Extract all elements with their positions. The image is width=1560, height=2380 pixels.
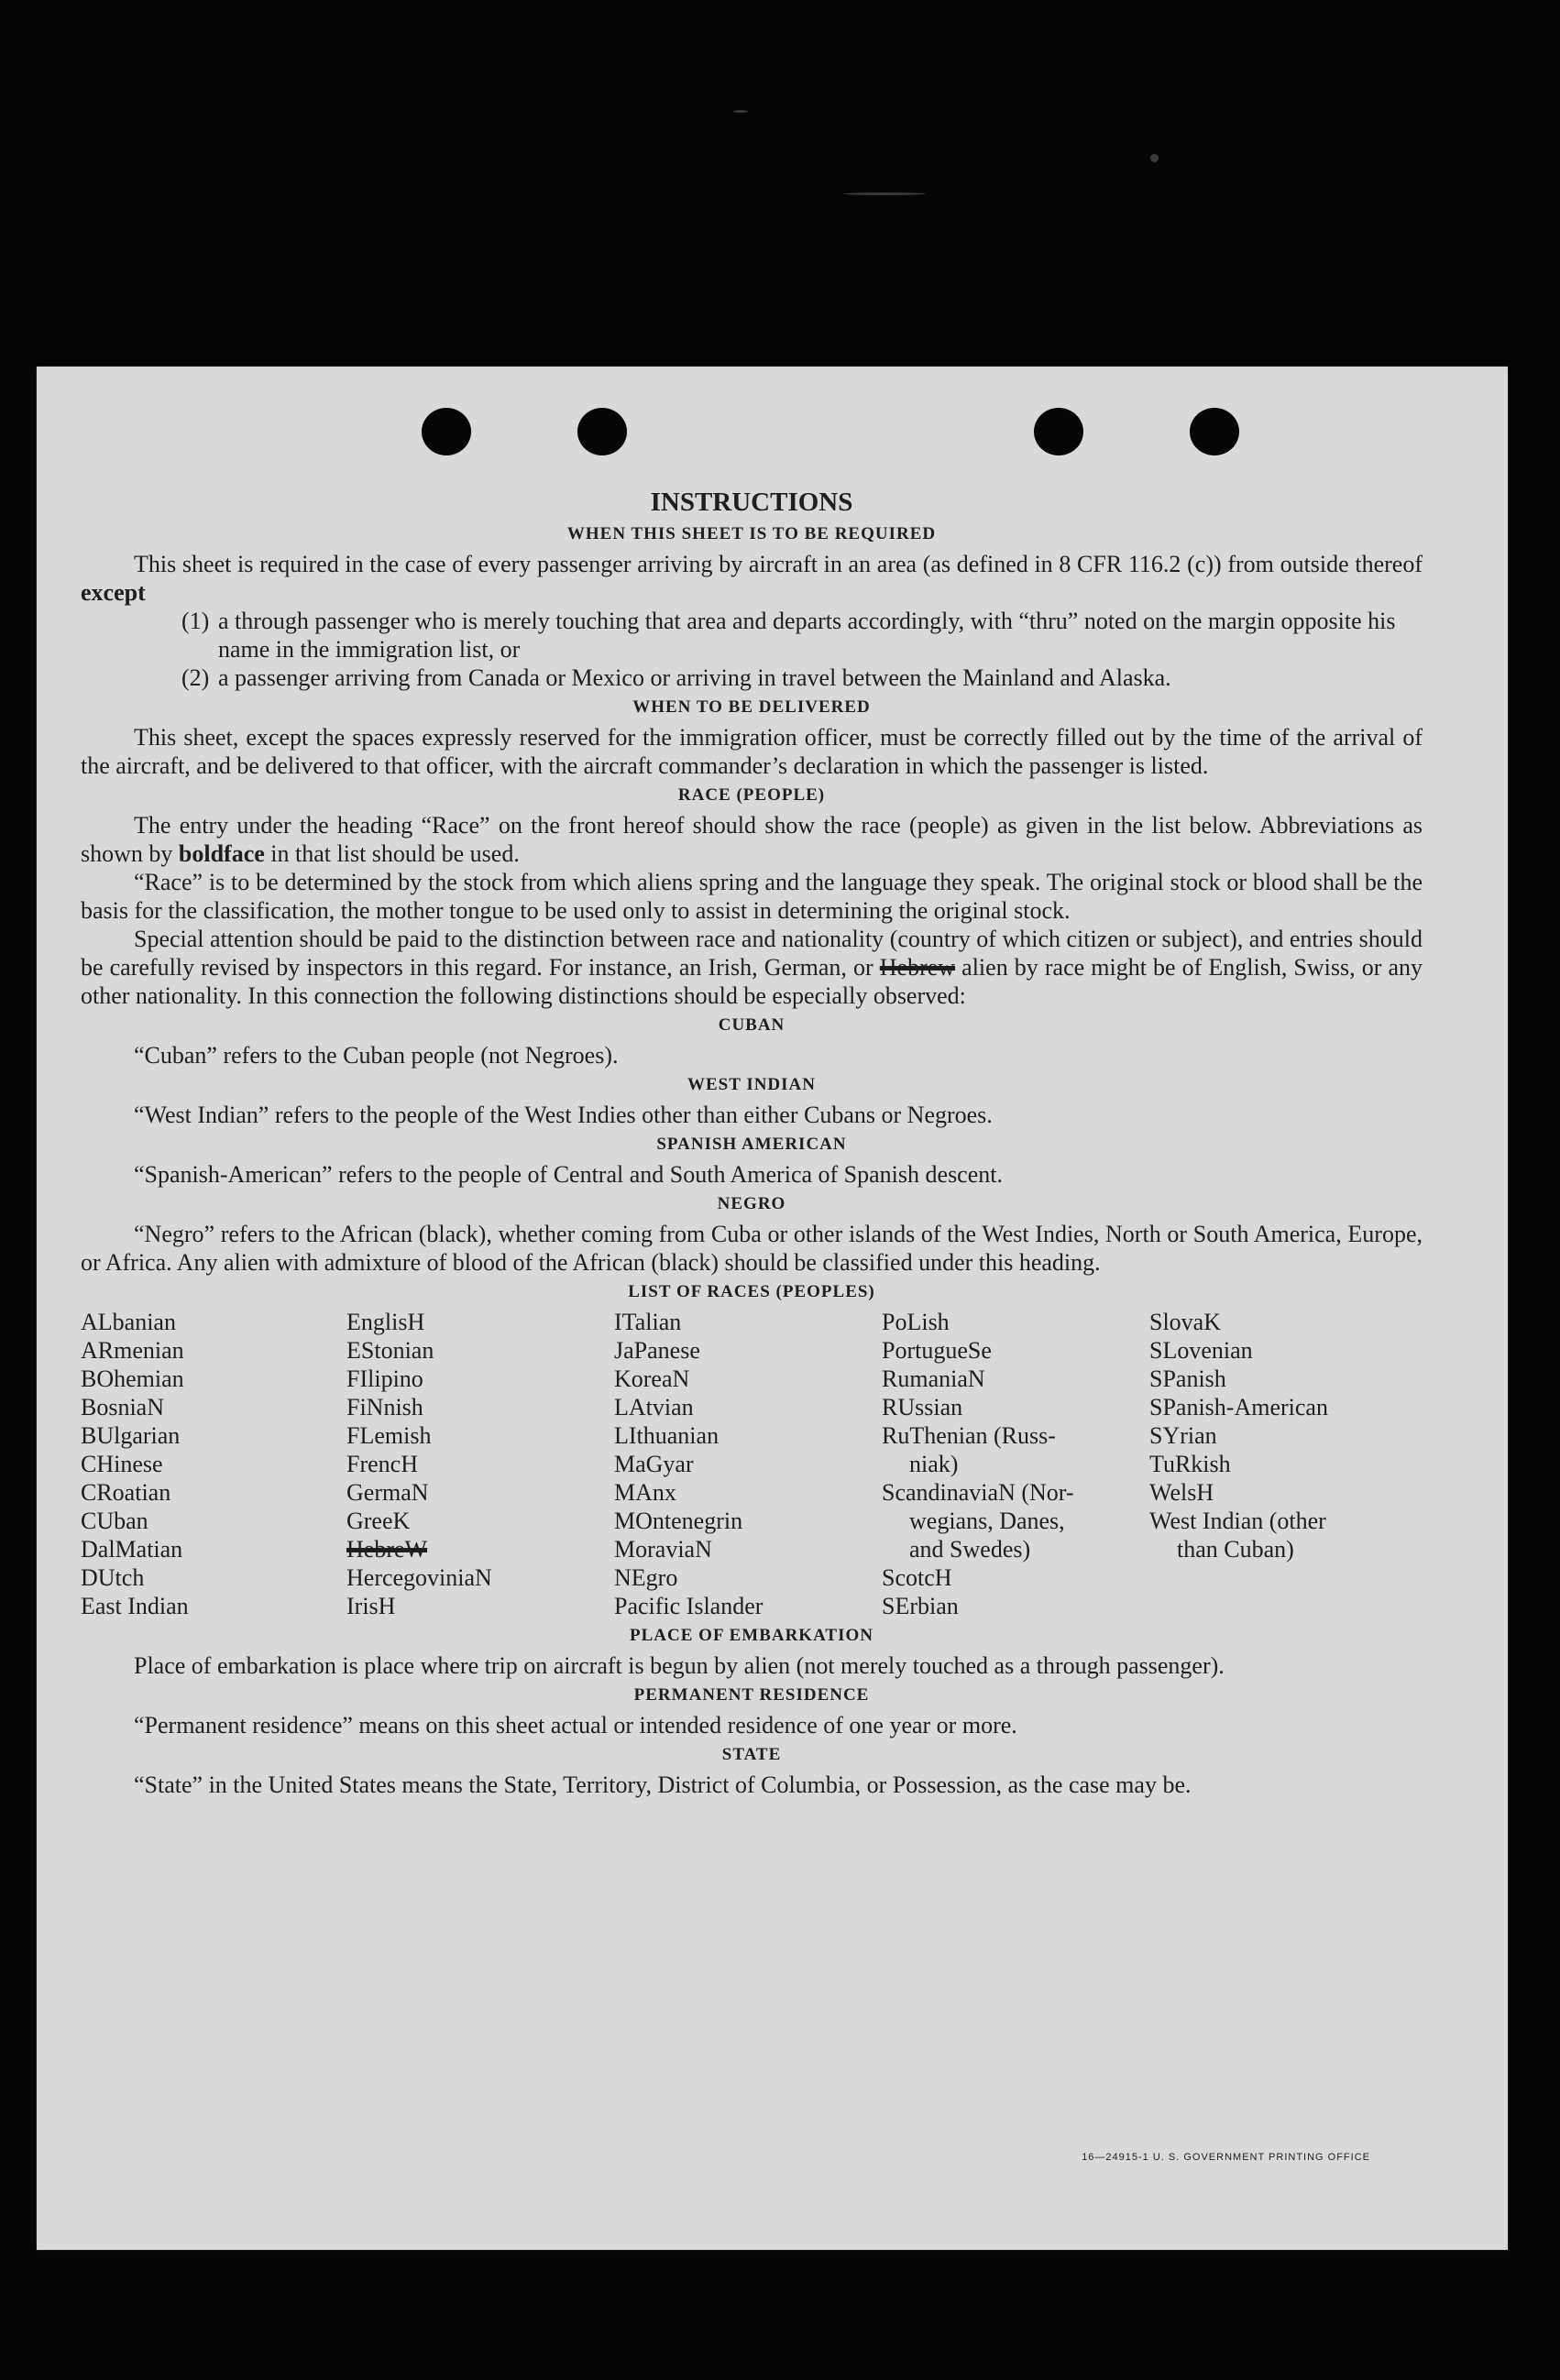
races-column	[1149, 1308, 1424, 1620]
document-body	[81, 486, 1423, 1799]
race-entry: TuRkish	[1149, 1451, 1231, 1477]
race-entry: DUtch	[81, 1564, 145, 1591]
race-entry: MAnx	[614, 1479, 676, 1506]
scan-speck	[843, 192, 926, 195]
punch-hole	[422, 408, 471, 455]
race-entry: WelsH	[1149, 1479, 1214, 1506]
races-column	[346, 1308, 614, 1620]
races-column	[614, 1308, 882, 1620]
section-heading-embarkation: PLACE OF EMBARKATION	[630, 1626, 873, 1645]
race-entry: SPanish-American	[1149, 1394, 1328, 1420]
scan-speck	[1150, 154, 1159, 162]
section-heading-west-indian: WEST INDIAN	[687, 1075, 816, 1094]
race-entry: MoraviaN	[614, 1536, 712, 1563]
race-entry: FiNnish	[346, 1394, 423, 1420]
form-code: 16—24915-1 U. S. GOVERNMENT PRINTING OFFICE	[1082, 2152, 1370, 2163]
races-column	[81, 1308, 346, 1620]
race-paragraph-3: Special attention should be paid to the distinction between race and nationality (country of which citizen or subject), and entries should be carefully revised by inspectors in this regard. For instance, an Irish, German, or Hebrew alien by race might be of English, Swiss, or any other nationality. In this connection the following distinctions should be especially observed:	[81, 926, 1423, 1009]
spanish-american-text: “Spanish-American” refers to the people of Central and South America of Spanish descent.	[134, 1161, 1003, 1188]
section-heading-list-of-races: LIST OF RACES (PEOPLES)	[628, 1282, 875, 1301]
punch-hole	[577, 408, 627, 455]
race-entry: ALbanian	[81, 1309, 176, 1335]
race-entry: HercegoviniaN	[346, 1564, 492, 1591]
race-entry: PoLish	[882, 1309, 950, 1335]
exception-item-1: (1) a through passenger who is merely touching that area and departs accordingly, with “thru” noted on the margin opposite his name in the immigration list, or	[181, 608, 1396, 663]
race-entry: MOntenegrin	[614, 1508, 743, 1534]
race-entry: CRoatian	[81, 1479, 171, 1506]
races-list	[81, 1308, 1423, 1620]
state-text: “State” in the United States means the State, Territory, District of Columbia, or Possession, as the case may be.	[134, 1771, 1192, 1798]
race-entry: GreeK	[346, 1508, 411, 1534]
race-entry: West Indian (other	[1149, 1508, 1326, 1534]
race-entry: SPanish	[1149, 1365, 1226, 1392]
race-entry: KoreaN	[614, 1365, 690, 1392]
race-entry: HebreW	[346, 1536, 428, 1563]
race-entry: East Indian	[81, 1593, 189, 1619]
race-entry: ScotcH	[882, 1564, 952, 1591]
race-entry: RUssian	[882, 1394, 963, 1420]
race-entry: LAtvian	[614, 1394, 694, 1420]
race-entry: JaPanese	[614, 1337, 700, 1364]
section-heading-race: RACE (PEOPLE)	[677, 785, 826, 805]
race-entry: ITalian	[614, 1309, 682, 1335]
race-entry: ARmenian	[81, 1337, 184, 1364]
race-entry: SErbian	[882, 1593, 959, 1619]
section-heading-when-required: WHEN THIS SHEET IS TO BE REQUIRED	[566, 524, 937, 543]
race-entry: IrisH	[346, 1593, 396, 1619]
race-paragraph-2: “Race” is to be determined by the stock from which aliens spring and the language they speak. The original stock or blood shall be the basis for the classification, the mother tongue to be used only to assist in determining the original stock.	[81, 869, 1423, 924]
race-entry: SYrian	[1149, 1422, 1217, 1449]
race-entry: CHinese	[81, 1451, 163, 1477]
race-entry: NEgro	[614, 1564, 678, 1591]
race-entry: PortugueSe	[882, 1337, 992, 1364]
when-delivered-text: This sheet, except the spaces expressly reserved for the immigration officer, must be correctly filled out by the time of the arrival of the aircraft, and be delivered to that officer, with the aircraft commander’s declaration in which the passenger is listed.	[81, 724, 1423, 779]
page-title: INSTRUCTIONS	[650, 488, 853, 517]
race-entry: BosniaN	[81, 1394, 164, 1420]
residence-text: “Permanent residence” means on this sheet actual or intended residence of one year or more.	[134, 1712, 1017, 1738]
west-indian-text: “West Indian” refers to the people of the West Indies other than either Cubans or Negroes.	[134, 1102, 993, 1128]
negro-text: “Negro” refers to the African (black), whether coming from Cuba or other islands of the West Indies, North or South America, Europe, or Africa. Any alien with admixture of blood of the African (black) should be classified under this heading.	[81, 1221, 1423, 1276]
section-heading-residence: PERMANENT RESIDENCE	[633, 1685, 870, 1705]
when-required-intro: This sheet is required in the case of every passenger arriving by aircraft in an area (as defined in 8 CFR 116.2 (c)) from outside thereof except	[81, 551, 1423, 606]
section-heading-negro: NEGRO	[717, 1194, 786, 1213]
race-entry: MaGyar	[614, 1451, 694, 1477]
race-entry: FrencH	[346, 1451, 418, 1477]
race-entry: EnglisH	[346, 1309, 425, 1335]
section-heading-state: STATE	[721, 1745, 782, 1764]
races-column	[882, 1308, 1149, 1620]
instruction-sheet	[37, 367, 1508, 2250]
race-entry: Pacific Islander	[614, 1593, 764, 1619]
race-entry: LIthuanian	[614, 1422, 720, 1449]
race-entry: FIlipino	[346, 1365, 423, 1392]
race-entry: SLovenian	[1149, 1337, 1253, 1364]
race-entry: BOhemian	[81, 1365, 184, 1392]
race-entry: RuThenian (Russ-	[882, 1422, 1056, 1449]
punch-hole	[1034, 408, 1083, 455]
race-entry: SlovaK	[1149, 1309, 1221, 1335]
section-heading-spanish-american: SPANISH AMERICAN	[656, 1135, 847, 1154]
race-entry: BUlgarian	[81, 1422, 181, 1449]
race-entry: and Swedes)	[909, 1536, 1031, 1563]
struck-word: Hebrew	[879, 954, 956, 981]
scan-speck	[733, 110, 748, 113]
race-entry: FLemish	[346, 1422, 432, 1449]
race-entry: DalMatian	[81, 1536, 183, 1563]
cuban-text: “Cuban” refers to the Cuban people (not Negroes).	[134, 1042, 619, 1069]
race-entry: wegians, Danes,	[909, 1508, 1065, 1534]
section-heading-when-delivered: WHEN TO BE DELIVERED	[632, 697, 871, 717]
section-heading-cuban: CUBAN	[718, 1015, 785, 1035]
race-entry: ScandinaviaN (Nor-	[882, 1479, 1074, 1506]
race-entry: EStonian	[346, 1337, 434, 1364]
race-paragraph-1: The entry under the heading “Race” on the front hereof should show the race (people) as given in the list below. Abbreviations as shown by boldface in that list should be used.	[81, 812, 1423, 867]
race-entry: RumaniaN	[882, 1365, 985, 1392]
race-entry: GermaN	[346, 1479, 429, 1506]
exception-item-2: (2) a passenger arriving from Canada or Mexico or arriving in travel between the Mainland and Alaska.	[181, 664, 1171, 691]
race-entry: than Cuban)	[1177, 1536, 1294, 1563]
race-entry: niak)	[909, 1451, 959, 1477]
embarkation-text: Place of embarkation is place where trip on aircraft is begun by alien (not merely touched as a through passenger).	[134, 1652, 1225, 1679]
punch-hole	[1190, 408, 1239, 455]
race-entry: CUban	[81, 1508, 148, 1534]
